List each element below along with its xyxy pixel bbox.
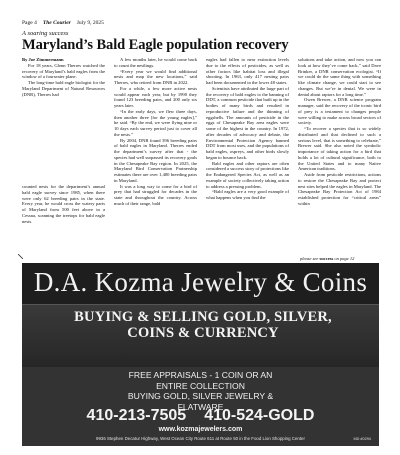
ad-offer-line: FLATWARE	[177, 401, 224, 412]
paragraph: solutions and take action, and now you can look at how they’ve come back,” said Dave Brinker, a DNR conservation ecologist. “If we could do the same thing with something like climate change, we could start to see changes. But we’re in denial. We were in denial about raptors for a long time.”	[298, 57, 381, 97]
paragraph: counted nests for the department’s annual bald eagle survey since 1985, when there were only 62 breeding pairs in the state. Every year, he would cross the watery parts of Maryland from 500 feet above in a Cessna, scanning the treetops for bald eagle nests.	[22, 184, 105, 224]
article-column-1-continued	[22, 184, 105, 224]
paragraph: eagles had fallen to near extinction levels due to the effects of pesticides, as well as other factors like habitat loss and illegal shooting. In 1963, only 417 nesting pairs had been documented in the lower 48 states.	[206, 57, 289, 85]
paragraph: Owen Brewer, a DNR science program manager, said the recovery of the iconic bird of prey is a testament to changes people were willing to make across broad sectors of society.	[298, 97, 381, 126]
article-byline: By Joe Zimmermann	[22, 57, 64, 62]
ad-headline-line: BUYING & SELLING GOLD, SILVER,	[74, 309, 332, 325]
jump-suffix: on page 12	[334, 256, 355, 261]
issue-date: July 9, 2025	[76, 20, 104, 26]
article-kicker: A soaring success	[22, 30, 69, 37]
ad-logo-band	[22, 263, 379, 305]
article-headline: Maryland’s Bald Eagle population recovery	[22, 37, 289, 53]
paragraph: “Every year we would find additional nests and map the new locations,” said Therres, who retired from DNR in 2022.	[114, 68, 197, 85]
paragraph: “In the early days, we flew three days, then another three [for the young eagles],” he said. “By the end, we were flying nine or 10 days each survey period just to cover all the nests.”	[114, 108, 197, 137]
ad-headline-band	[22, 305, 379, 367]
ad-phone-2: 410-524-GOLD	[204, 407, 315, 424]
ad-phone-numbers	[22, 407, 379, 425]
jump-prefix: please see	[300, 256, 319, 261]
ad-headline-line: COINS & CURRENCY	[127, 325, 279, 341]
paragraph: By 2004, DNR found 396 breeding pairs of bald eagles in Maryland. Therres ended the department’s survey after that - the species had well surpassed its recovery goals in the Chesapeake Bay region. In 2025, the Maryland Bird Conservation Partnership estimates there are over 1,400 breeding pairs in Maryland.	[114, 137, 197, 183]
paragraph: Bald eagles and other raptors are often considered a success story of protections like the Endangered Species Act, as well as an example of society collectively taking action to address a pressing problem.	[206, 160, 289, 189]
corner-mark-icon	[18, 254, 23, 259]
ad-offer-line: FREE APPRAISALS - 1 COIN OR AN	[128, 370, 273, 380]
ad-offer-line: BUYING GOLD, SILVER JEWELRY &	[127, 391, 274, 401]
paragraph: Scientists have attributed the large part of the recovery of bald eagles to the banning of DDT, a common pesticide that built up in the bodies of many birds and resulted in reproductive failure and the thinning of eggshells. The amounts of pesticide in the eggs of Chesapeake Bay area eagles were some of the highest in the country. In 1972, after decades of advocacy and debate, the Environmental Protection Agency banned DDT from most uses, and the populations of bald eagles, ospreys, and other birds slowly began to bounce back.	[206, 85, 289, 160]
article-column-2	[114, 57, 197, 207]
ad-code: MD #0294	[353, 437, 371, 441]
jump-keyword: success	[319, 256, 334, 261]
article-column-1	[22, 57, 105, 97]
article-body	[22, 57, 382, 253]
page-number: Page 4	[22, 20, 37, 26]
ad-logo: D.A. Kozma Jewelry & Coins	[33, 267, 368, 297]
paragraph: Aside from pesticide restrictions, actions to restore the Chesapeake Bay and protect nest sites helped the eagles in Maryland. The Chesapeake Bay Protection Act of 1984 established protection for “critical areas” within	[298, 172, 381, 206]
paragraph: A few months later, he would come back to count the nestlings.	[114, 57, 197, 68]
ad-offer-band	[22, 367, 379, 446]
page-header	[22, 20, 382, 26]
paragraph: It was a long way to come for a bird of prey that had struggled for decades in the state and throughout the country. Across much of their range, bald	[114, 183, 197, 206]
ad-offer	[22, 370, 379, 412]
paragraph: “To recover a species that is so widely distributed and that declined to such a serious level, that is something to celebrate,” Brewer said. She also noted the symbolic importance of taking action for a bird that holds a lot of cultural significance, both to the United States and to many Native American traditions.	[298, 126, 381, 172]
article-column-3	[206, 57, 289, 201]
paragraph: For 18 years, Glenn Therres watched the recovery of Maryland’s bald eagles from the window of a fourseater plane.	[22, 62, 105, 80]
jewelry-advertisement	[22, 263, 379, 446]
paper-name: The Courier	[42, 20, 71, 26]
ad-address: 9936 Stephen Decatur Highway, West Ocean City Route 611 at Route 50 in the Food Lion Shopping Center	[96, 436, 305, 441]
paragraph: For a while, a few more active nests would appear each year, but by 1990 they found 123 breeding pairs, and 200 only six years later.	[114, 85, 197, 108]
continued-jump-line	[300, 256, 354, 261]
ad-offer-line: ENTIRE COLLECTION	[156, 380, 245, 391]
ad-phone-1: 410-213-7505	[86, 407, 187, 424]
ad-headline	[74, 309, 332, 341]
paragraph: “Bald eagles are a very good example of what happens when you find the	[206, 189, 289, 200]
article-column-4	[298, 57, 381, 207]
ad-website: www.kozmajewelers.com	[158, 426, 243, 433]
paragraph: The long-time bald eagle biologist for the Maryland Department of Natural Resources (DNR), Therres had	[22, 80, 105, 97]
